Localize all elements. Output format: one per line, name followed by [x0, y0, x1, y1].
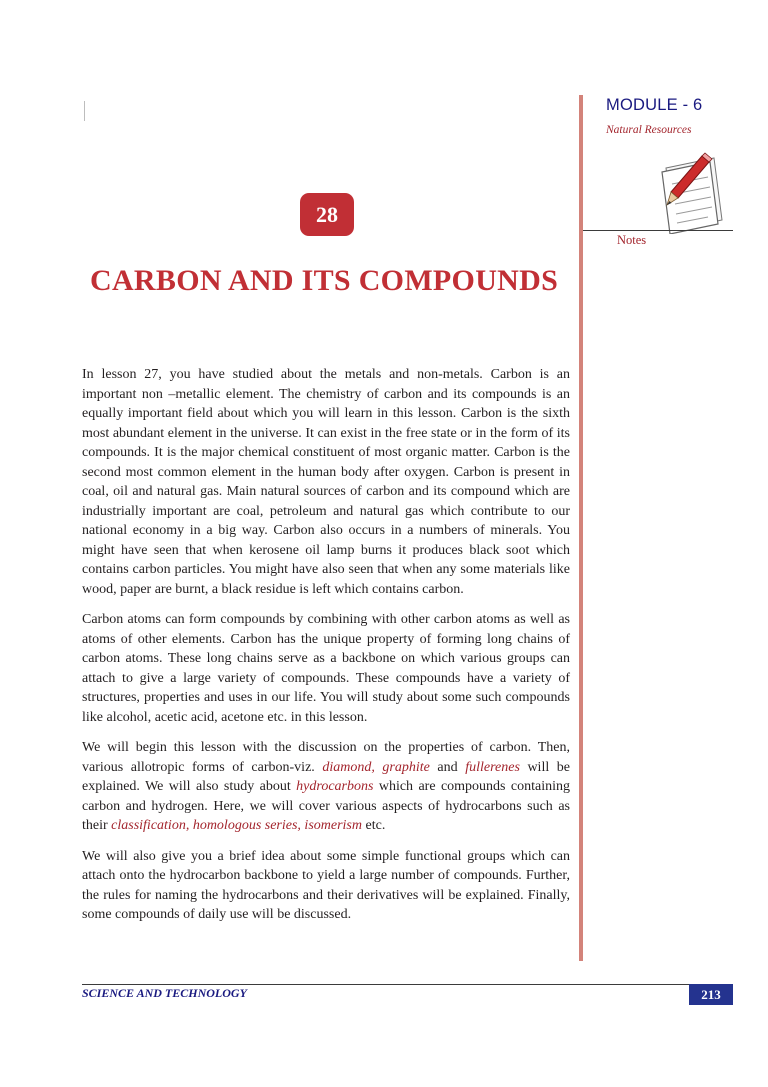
module-title: MODULE - 6: [606, 96, 703, 114]
paragraph-3-text: We will begin this lesson with the discussion on the properties of carbon. Then, various allotropic forms of carbon-viz.: [82, 740, 570, 775]
lesson-body: [82, 365, 570, 936]
term-diamond-graphite: diamond, graphite: [322, 759, 430, 775]
margin-mark: [84, 101, 85, 121]
notes-label: Notes: [617, 233, 647, 247]
paragraph-4: We will also give you a brief idea about some simple functional groups which can attach onto the hydrocarbon backbone to yield a large number of compounds. Further, the rules for naming the hydrocarbons and their derivatives will be explained. Finally, some compounds of daily use will be discussed.: [82, 848, 570, 922]
paragraph-3-text: will be explained. We will also study about: [82, 759, 571, 794]
notes-pencil-icon: [648, 150, 728, 234]
term-classification: classification, homologous series, isomerism: [111, 818, 362, 833]
term-fullerenes: fullerenes: [465, 759, 520, 775]
margin-rule: [579, 95, 583, 961]
paragraph-3-text: which are compounds containing carbon and hydrogen. Here, we will cover various aspects of hydrocarbons such as their: [82, 779, 571, 833]
chapter-number-badge: 28: [300, 193, 354, 236]
paragraph-3-text: etc.: [362, 818, 386, 833]
paragraph-3-text: and: [429, 759, 466, 775]
term-hydrocarbons: hydrocarbons: [296, 779, 374, 794]
paragraph-3: [82, 738, 570, 836]
footer-rule: [82, 984, 733, 985]
footer-title: SCIENCE AND TECHNOLOGY: [82, 986, 247, 1000]
paragraph-1: In lesson 27, you have studied about the metals and non-metals. Carbon is an important non –metallic element. The chemistry of carbon and its compounds is an equally important field about which you will learn in this lesson. Carbon is the sixth most abundant element in the universe. It can exist in the free state or in the form of its compounds. It is the major chemical constituent of most organic matter. Carbon is the second most common element in the human body after oxygen. Carbon is present in coal, oil and natural gas. Main natural sources of carbon and its compound which are industrially important are coal, petroleum and natural gas which contribute to our national economy in a big way. Carbon also occurs in a numbers of minerals. You might have seen that when kerosene oil lamp burns it produces black soot which contains carbon particles. You might have also seen that when any some materials like wood, paper are burnt, a black residue is left which contains carbon.: [82, 367, 570, 597]
paragraph-2: Carbon atoms can form compounds by combining with other carbon atoms as well as atoms of other elements. Carbon has the unique property of forming long chains of carbon atoms. These long chains serve as a backbone on which various groups can attach to give a large variety of compounds. These compounds have a variety of structures, properties and uses in our life. You will study about some such compounds like alcohol, acetic acid, acetone etc. in this lesson.: [82, 612, 570, 725]
module-subtitle: Natural Resources: [606, 124, 692, 136]
notes-rule: [583, 230, 733, 231]
chapter-title: CARBON AND ITS COMPOUNDS: [90, 264, 559, 297]
page-number: 213: [689, 984, 733, 1005]
